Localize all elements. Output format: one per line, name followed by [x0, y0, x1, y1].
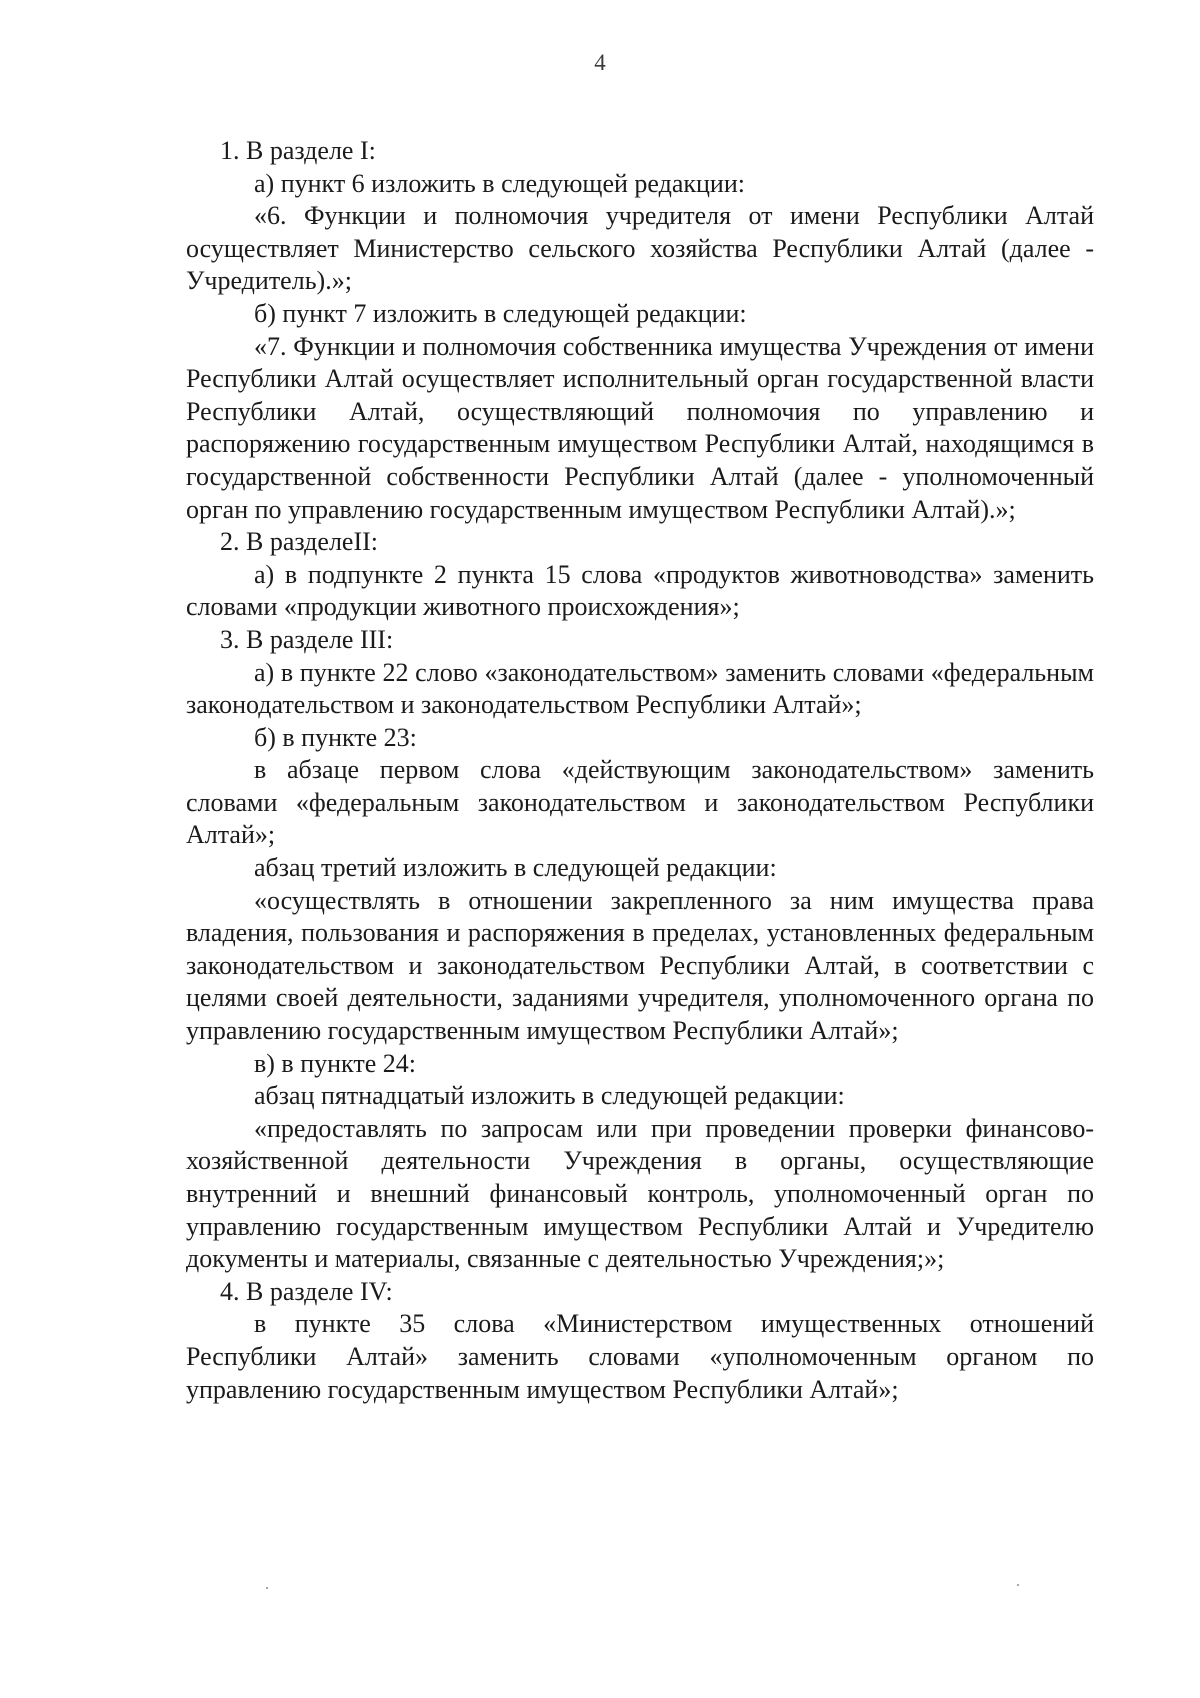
section-1-item-a-text: «6. Функции и полномочия учредителя от имени Республики Алтай осуществляет Министерство сельского хозяйства Республики Алтай (далее - Учредитель).»;	[186, 201, 1094, 296]
scan-speck	[1017, 1584, 1019, 1586]
section-2-item-a: а) в подпункте 2 пункта 15 слова «продуктов животноводства» заменить словами «продукции животного происхождения»;	[186, 559, 1094, 622]
section-3-item-b-para-2-text: «осуществлять в отношении закрепленного за ним имущества права владения, пользования и распоряжения в пределах, установленных федеральным законодательством и законодательством Республики Алтай, в соответствии с целями своей деятельности, заданиями учредителя, уполномоченного органа по управлению государственным имуществом Республики Алтай»;	[186, 885, 1094, 1046]
section-3-item-c: в) в пункте 24:	[254, 1048, 416, 1078]
scan-speck	[266, 1587, 268, 1589]
section-4-item: в пункте 35 слова «Министерством имущественных отношений Республики Алтай» заменить словами «уполномоченным органом по управлению государственным имуществом Республики Алтай»;	[186, 1309, 1094, 1404]
section-3-heading: 3. В разделе III:	[220, 624, 394, 654]
section-1-item-b-text: «7. Функции и полномочия собственника имущества Учреждения от имени Республики Алтай осуществляет исполнительный орган государственной власти Республики Алтай, осуществляющий полномочия по управлению и распоряжению государственным имуществом Республики Алтай, находящимся в государственной собственности Республики Алтай (далее - уполномоченный орган по управлению государственным имуществом Республики Алтай).»;	[186, 331, 1094, 524]
section-1-heading: 1. В разделе I:	[220, 136, 376, 165]
section-3-item-b: б) в пункте 23:	[254, 722, 417, 752]
section-3-item-b-para-1: в абзаце первом слова «действующим законодательством» заменить словами «федеральным законодательством и законодательством Республики Алтай»;	[186, 755, 1094, 850]
section-2-heading: 2. В разделеII:	[220, 527, 379, 557]
document-body	[186, 135, 1094, 1406]
section-3-item-c-para-text: «предоставлять по запросам или при проведении проверки финансово-хозяйственной деятельности Учреждения в органы, осуществляющие внутренний и внешний финансовый контроль, уполномоченный орган по управлению государственным имуществом Республики Алтай и Учредителю документы и материалы, связанные с деятельностью Учреждения;»;	[186, 1113, 1094, 1274]
section-3-item-b-para-2: абзац третий изложить в следующей редакции:	[254, 853, 777, 883]
section-4-heading: 4. В разделе IV:	[220, 1276, 393, 1306]
section-3-item-c-para: абзац пятнадцатый изложить в следующей редакции:	[254, 1081, 845, 1111]
section-3-item-a: а) в пункте 22 слово «законодательством» заменить словами «федеральным законодательством и законодательством Республики Алтай»;	[186, 657, 1094, 720]
page-number: 4	[594, 50, 606, 75]
section-1-item-a: а) пункт 6 изложить в следующей редакции:	[254, 168, 745, 198]
section-1-item-b: б) пункт 7 изложить в следующей редакции:	[254, 298, 747, 328]
